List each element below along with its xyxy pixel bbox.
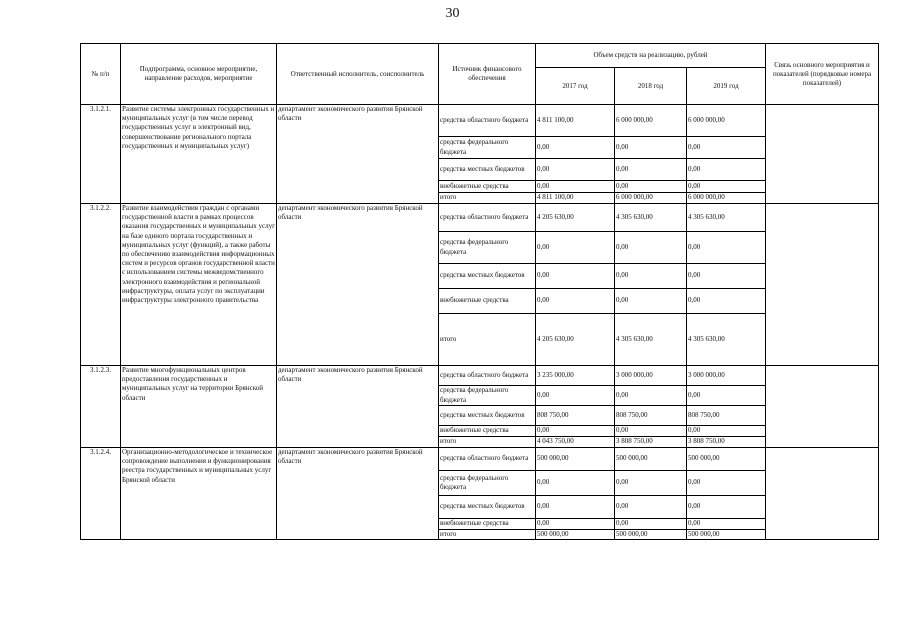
- value-2017: 0,00: [536, 519, 615, 530]
- value-2018: 500 000,00: [615, 448, 687, 471]
- value-2017: 0,00: [536, 426, 615, 437]
- value-2017: 4 205 630,00: [536, 314, 615, 366]
- source-label: средства областного бюджета: [439, 448, 536, 471]
- value-2019: 0,00: [687, 426, 766, 437]
- value-2017: 4 811 100,00: [536, 193, 615, 204]
- source-label: средства областного бюджета: [439, 105, 536, 137]
- value-2019: 0,00: [687, 137, 766, 159]
- table-row: [81, 448, 879, 471]
- value-2018: 808 750,00: [615, 406, 687, 426]
- row-executor: департамент экономического развития Брянской области: [277, 366, 439, 448]
- row-executor: департамент экономического развития Брянской области: [277, 105, 439, 204]
- value-2018: 0,00: [615, 181, 687, 193]
- value-2017: 0,00: [536, 159, 615, 181]
- value-2018: 500 000,00: [615, 530, 687, 540]
- value-2018: 6 000 000,00: [615, 105, 687, 137]
- value-2017: 0,00: [536, 181, 615, 193]
- source-label: средства федерального бюджета: [439, 137, 536, 159]
- table-row: [81, 105, 879, 137]
- row-executor: департамент экономического развития Брянской области: [277, 204, 439, 366]
- value-2017: 0,00: [536, 232, 615, 264]
- value-2017: 4 043 750,00: [536, 437, 615, 448]
- row-link: [766, 448, 879, 540]
- budget-table: [80, 43, 879, 540]
- header-year-2018: 2018 год: [615, 68, 687, 105]
- header-executor: Ответственный исполнитель, соисполнитель: [277, 44, 439, 105]
- header-num: № п/п: [81, 44, 121, 105]
- value-2018: 0,00: [615, 289, 687, 314]
- value-2018: 0,00: [615, 519, 687, 530]
- row-executor: департамент экономического развития Брянской области: [277, 448, 439, 540]
- value-2017: 0,00: [536, 471, 615, 496]
- value-2019: 0,00: [687, 159, 766, 181]
- source-label: итого: [439, 437, 536, 448]
- source-label: средства областного бюджета: [439, 204, 536, 232]
- value-2019: 3 808 750,00: [687, 437, 766, 448]
- row-link: [766, 204, 879, 366]
- value-2018: 4 305 630,00: [615, 314, 687, 366]
- value-2017: 4 205 630,00: [536, 204, 615, 232]
- value-2018: 0,00: [615, 264, 687, 289]
- row-code: 3.1.2.4.: [81, 448, 121, 540]
- value-2017: 500 000,00: [536, 530, 615, 540]
- value-2017: 0,00: [536, 386, 615, 406]
- row-name: Организационно-методологическое и техническое сопровождение выполнения и функционирования реестра государственных и муниципальных услуг Брянской области: [121, 448, 277, 540]
- value-2019: 0,00: [687, 386, 766, 406]
- value-2018: 6 000 000,00: [615, 193, 687, 204]
- source-label: средства местных бюджетов: [439, 159, 536, 181]
- value-2017: 0,00: [536, 496, 615, 519]
- source-label: итого: [439, 193, 536, 204]
- value-2018: 3 808 750,00: [615, 437, 687, 448]
- value-2019: 0,00: [687, 471, 766, 496]
- row-name: Развитие многофункциональных центров предоставления государственных и муниципальных услуг на территории Брянской области: [121, 366, 277, 448]
- row-code: 3.1.2.3.: [81, 366, 121, 448]
- value-2018: 0,00: [615, 386, 687, 406]
- value-2019: 500 000,00: [687, 530, 766, 540]
- row-name: Развитие взаимодействия граждан с органами государственной власти в рамках процессов оказания государственных и муниципальных услуг на базе единого портала государственных и муниципальных услуг (функций), а также работы по обеспечению взаимодействия информационных систем и ресурсов органов государственной власти с использованием системы межведомственного электронного взаимодействия и региональной инфраструктуры, оплата услуг по эксплуатации инфраструктуры электронного правительства: [121, 204, 277, 366]
- table-row: [81, 204, 879, 232]
- header-volume: Объем средств на реализацию, рублей: [536, 44, 766, 68]
- header-link: Связь основного мероприятия и показателей (порядковые номера показателей): [766, 44, 879, 105]
- table-row: [81, 366, 879, 386]
- value-2019: 0,00: [687, 519, 766, 530]
- source-label: средства федерального бюджета: [439, 232, 536, 264]
- header-name: Подпрограмма, основное мероприятие, направление расходов, мероприятие: [121, 44, 277, 105]
- value-2018: 0,00: [615, 496, 687, 519]
- value-2018: 3 000 000,00: [615, 366, 687, 386]
- header-year-2019: 2019 год: [687, 68, 766, 105]
- value-2019: 808 750,00: [687, 406, 766, 426]
- row-code: 3.1.2.1.: [81, 105, 121, 204]
- value-2018: 4 305 630,00: [615, 204, 687, 232]
- value-2017: 3 235 000,00: [536, 366, 615, 386]
- value-2018: 0,00: [615, 232, 687, 264]
- header-source: Источник финансового обеспечения: [439, 44, 536, 105]
- value-2019: 4 305 630,00: [687, 314, 766, 366]
- page-number: 30: [445, 6, 460, 21]
- source-label: средства местных бюджетов: [439, 264, 536, 289]
- source-label: внебюжетные средства: [439, 181, 536, 193]
- source-label: средства федерального бюджета: [439, 471, 536, 496]
- source-label: внебюжетные средства: [439, 426, 536, 437]
- value-2019: 0,00: [687, 496, 766, 519]
- value-2017: 0,00: [536, 264, 615, 289]
- value-2019: 0,00: [687, 289, 766, 314]
- value-2019: 500 000,00: [687, 448, 766, 471]
- value-2018: 0,00: [615, 159, 687, 181]
- value-2017: 4 811 100,00: [536, 105, 615, 137]
- value-2019: 3 000 000,00: [687, 366, 766, 386]
- source-label: средства местных бюджетов: [439, 496, 536, 519]
- row-link: [766, 366, 879, 448]
- value-2019: 0,00: [687, 181, 766, 193]
- value-2017: 500 000,00: [536, 448, 615, 471]
- source-label: внебюжетные средства: [439, 289, 536, 314]
- value-2019: 6 000 000,00: [687, 193, 766, 204]
- value-2017: 0,00: [536, 137, 615, 159]
- value-2018: 0,00: [615, 137, 687, 159]
- row-link: [766, 105, 879, 204]
- value-2019: 0,00: [687, 232, 766, 264]
- value-2019: 6 000 000,00: [687, 105, 766, 137]
- row-name: Развитие системы электронных государственных и муниципальных услуг (в том числе перевод государственных услуг в электронный вид, совершенствование регионального портала государственных и муниципальных услуг): [121, 105, 277, 204]
- source-label: итого: [439, 314, 536, 366]
- value-2017: 0,00: [536, 289, 615, 314]
- source-label: итого: [439, 530, 536, 540]
- source-label: средства областного бюджета: [439, 366, 536, 386]
- header-year-2017: 2017 год: [536, 68, 615, 105]
- source-label: средства местных бюджетов: [439, 406, 536, 426]
- source-label: внебюжетные средства: [439, 519, 536, 530]
- value-2019: 4 305 630,00: [687, 204, 766, 232]
- value-2018: 0,00: [615, 471, 687, 496]
- row-code: 3.1.2.2.: [81, 204, 121, 366]
- value-2018: 0,00: [615, 426, 687, 437]
- source-label: средства федерального бюджета: [439, 386, 536, 406]
- value-2019: 0,00: [687, 264, 766, 289]
- value-2017: 808 750,00: [536, 406, 615, 426]
